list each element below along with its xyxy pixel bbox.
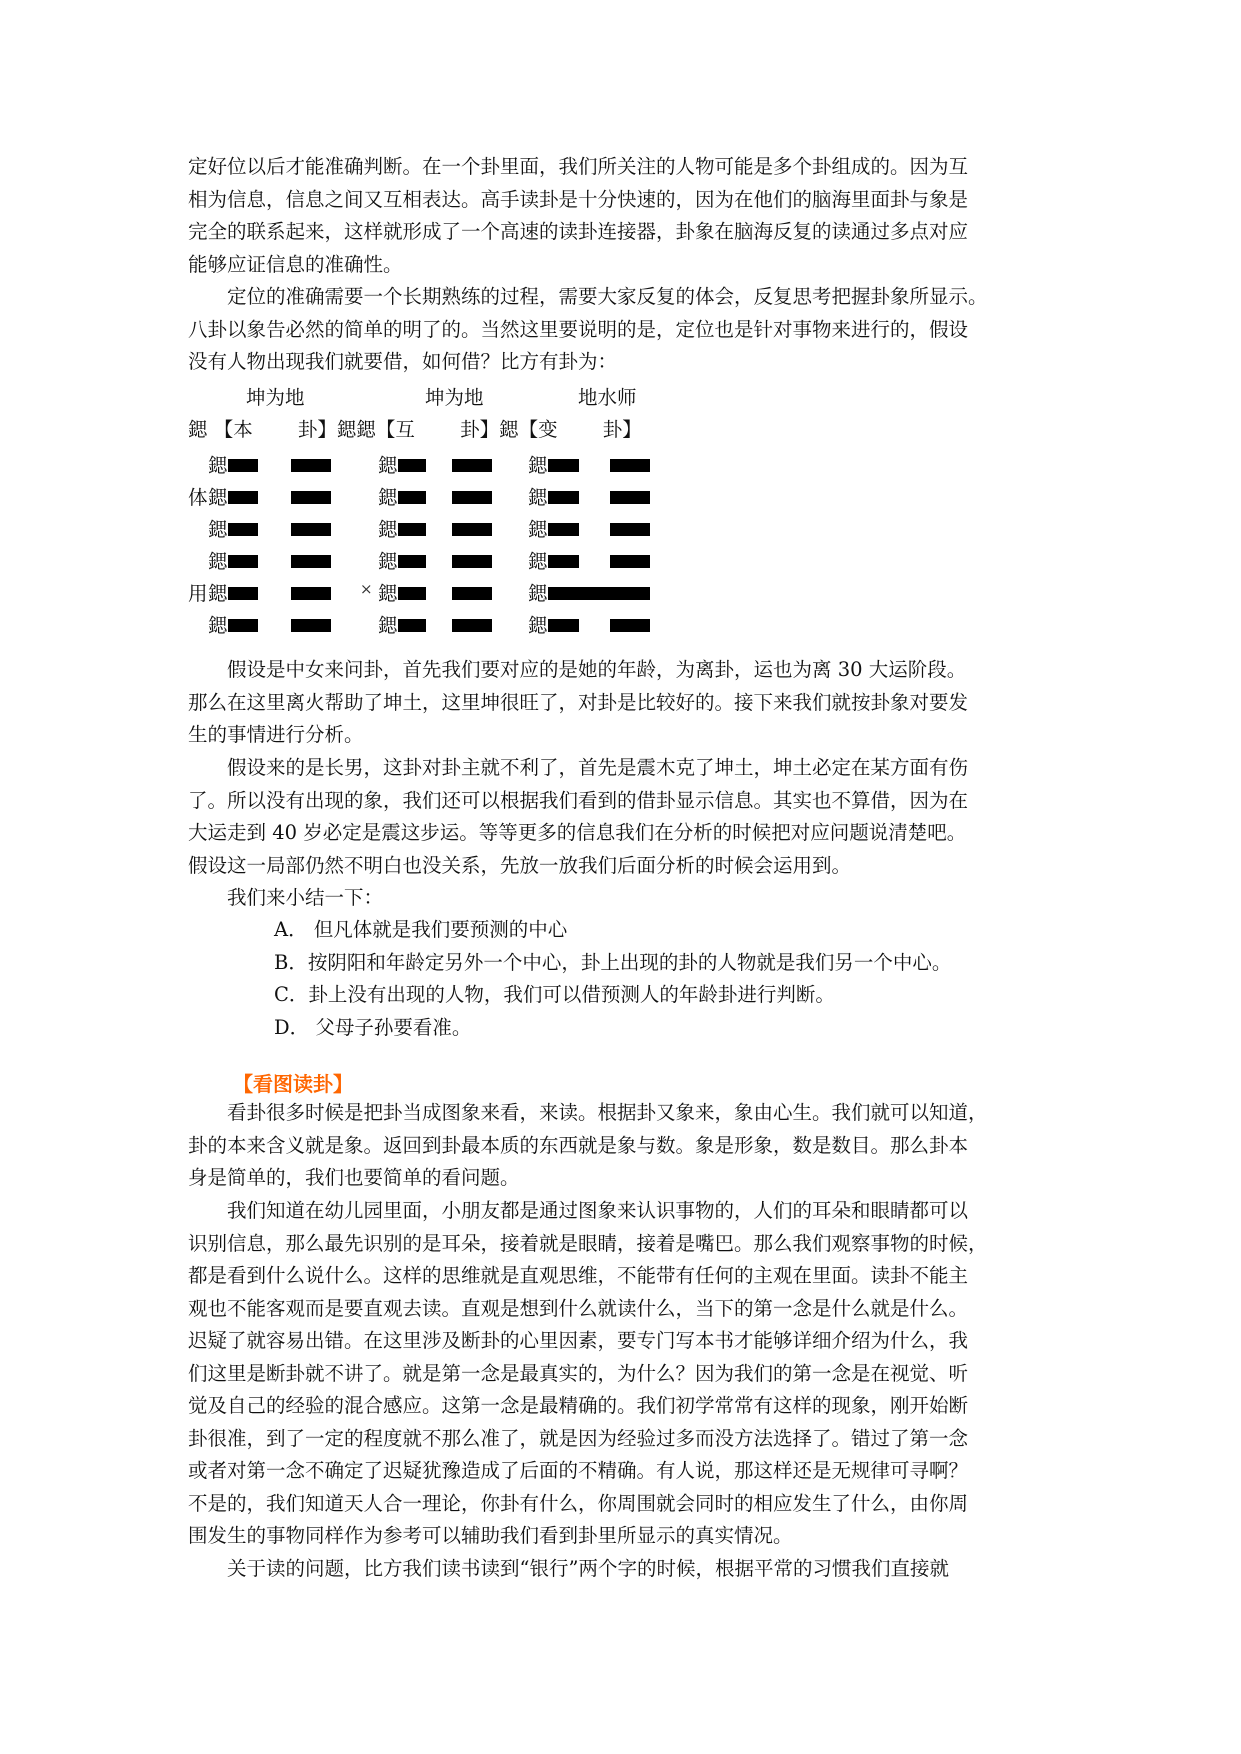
paragraph-2 (188, 281, 1058, 379)
yin-line-left (228, 523, 258, 536)
hexagram-glyph: 鍶 (528, 454, 548, 477)
paragraph-line: 完全的联系起来，这样就形成了一个高速的读卦连接器，卦象在脑海反复的读通过多点对应 (188, 220, 969, 243)
yin-line-right (452, 491, 492, 504)
hexagram-row (188, 574, 708, 606)
paragraph-4 (188, 752, 1058, 882)
paragraph-line: 没有人物出现我们就要借，如何借？比方有卦为： (188, 350, 618, 373)
yin-line-right (291, 523, 331, 536)
hexagram-row (188, 478, 708, 510)
hexagram-title-bian: 地水师 (578, 386, 637, 409)
yin-line-right (610, 459, 650, 472)
yin-line-left (228, 459, 258, 472)
paragraph-line: 八卦以象告必然的简单的明了的。当然这里要说明的是，定位也是针对事物来进行的，假设 (188, 317, 969, 341)
yin-line-right (610, 523, 650, 536)
list-item: C．卦上没有出现的人物，我们可以借预测人的年龄卦进行判断。 (274, 983, 835, 1006)
yin-line-left (228, 619, 258, 632)
yin-line-left (228, 587, 258, 600)
yin-line-right (291, 587, 331, 600)
section-heading: 【看图读卦】 (233, 1072, 353, 1096)
paragraph-7 (188, 1553, 1058, 1586)
paragraph-line: 卦的本来含义就是象。返回到卦最本质的东西就是象与数。象是形象，数是数目。那么卦本 (188, 1133, 969, 1157)
yin-line-right (452, 619, 492, 632)
yin-line-right (610, 491, 650, 504)
hexagram-glyph: 鍶 (208, 614, 228, 637)
hexagram-diagram (188, 382, 708, 642)
yin-line-left (548, 523, 579, 536)
hexagram-glyph: 鍶 (208, 454, 228, 477)
yin-line-right (291, 459, 331, 472)
paragraph-line: 定好位以后才能准确判断。在一个卦里面，我们所关注的人物可能是多个卦组成的。因为互 (188, 155, 969, 178)
yin-line-left (548, 619, 579, 632)
paragraph-line: 我们知道在幼儿园里面，小朋友都是通过图象来认识事物的，人们的耳朵和眼睛都可以 (227, 1199, 969, 1222)
hexagram-glyph: 鍶 (208, 518, 228, 541)
summary-list (274, 914, 1054, 1044)
yin-line-right (291, 491, 331, 504)
hexagram-glyph: 鍶 (378, 454, 398, 477)
hexagram-glyph: 鍶 (528, 582, 548, 605)
hexagram-glyph: 鍶 (528, 518, 548, 541)
hexagram-glyph: 鍶 (378, 550, 398, 573)
paragraph-line: 了。所以没有出现的象，我们还可以根据我们看到的借卦显示信息。其实也不算借，因为在 (188, 788, 969, 812)
yin-line-left (398, 459, 426, 472)
paragraph-line: 大运走到 40 岁必定是震这步运。等等更多的信息我们在分析的时候把对应问题说清楚吧。 (188, 821, 967, 844)
hexagram-title-hu: 坤为地 (425, 386, 484, 409)
paragraph-line: 都是看到什么说什么。这样的思维就是直观思维，不能带有任何的主观在里面。读卦不能主 (188, 1264, 969, 1287)
hexagram-glyph: 鍶 (528, 614, 548, 637)
yin-line-right (291, 555, 331, 568)
yin-line-left (398, 587, 426, 600)
paragraph-line: 识别信息，那么最先识别的是耳朵，接着就是眼睛，接着是嘴巴。那么我们观察事物的时候， (188, 1231, 988, 1255)
yin-line-right (610, 619, 650, 632)
paragraph-line: 假设来的是长男，这卦对卦主就不利了，首先是震木克了坤土，坤土必定在某方面有伤 (227, 756, 969, 779)
yin-line-left (398, 555, 426, 568)
paragraph-line: 围发生的事物同样作为参考可以辅助我们看到卦里所显示的真实情况。 (188, 1524, 793, 1547)
paragraph-line: 观也不能客观而是要直观去读。直观是想到什么就读什么，当下的第一念是什么就是什么。 (188, 1296, 969, 1320)
hexagram-header: 鍶 【本 卦】鍶鍶【互 卦】鍶【变 卦】 (188, 418, 642, 441)
hexagram-glyph: 鍶 (208, 582, 228, 605)
hexagram-row (188, 510, 708, 542)
yin-line-left (548, 555, 579, 568)
yin-line-right (452, 555, 492, 568)
paragraph-line: 生的事情进行分析。 (188, 723, 364, 746)
hexagram-glyph: 鍶 (528, 486, 548, 509)
yin-line-left (548, 459, 579, 472)
hexagram-row (188, 542, 708, 574)
hexagram-glyph: 鍶 (528, 550, 548, 573)
paragraph-line: 们这里是断卦就不讲了。就是第一念是最真实的，为什么？因为我们的第一念是在视觉、听 (188, 1361, 969, 1385)
paragraph-line: 相为信息，信息之间又互相表达。高手读卦是十分快速的，因为在他们的脑海里面卦与象是 (188, 187, 969, 211)
hexagram-glyph: 鍶 (378, 614, 398, 637)
paragraph-6 (188, 1195, 1058, 1553)
paragraph-line: 看卦很多时候是把卦当成图象来看，来读。根据卦又象来，象由心生。我们就可以知道， (227, 1101, 988, 1124)
paragraph-line: 身是简单的，我们也要简单的看问题。 (188, 1166, 520, 1189)
summary-intro-block (188, 882, 1058, 915)
moving-line-marker: × (360, 580, 373, 598)
list-item: D． 父母子孙要看准。 (274, 1015, 472, 1039)
hexagram-glyph: 鍶 (378, 582, 398, 605)
yin-line-left (398, 491, 426, 504)
yin-line-left (398, 523, 426, 536)
paragraph-line: 假设是中女来问卦，首先我们要对应的是她的年龄，为离卦，运也为离 30 大运阶段。 (227, 658, 967, 681)
yin-line-right (610, 555, 650, 568)
yin-line-right (452, 523, 492, 536)
yin-line-left (228, 491, 258, 504)
paragraph-line: 不是的，我们知道天人合一理论，你卦有什么，你周围就会同时的相应发生了什么，由你周 (188, 1491, 969, 1515)
paragraph-line: 卦很准，到了一定的程度就不那么准了，就是因为经验过多而没方法选择了。错过了第一念 (188, 1426, 969, 1450)
hexagram-row (188, 446, 708, 478)
hexagram-glyph: 鍶 (378, 486, 398, 509)
yang-line (548, 587, 650, 600)
paragraph-3 (188, 654, 1058, 752)
hexagram-glyph: 鍶 (208, 550, 228, 573)
paragraph-5 (188, 1097, 1058, 1195)
hexagram-glyph: 鍶 (378, 518, 398, 541)
paragraph-line: 能够应证信息的准确性。 (188, 252, 403, 276)
hexagram-glyph: 鍶 (208, 486, 228, 509)
yin-line-right (452, 459, 492, 472)
yin-line-left (228, 555, 258, 568)
paragraph-line: 觉及自己的经验的混合感应。这第一念是最精确的。我们初学常常有这样的现象，刚开始断 (188, 1394, 969, 1417)
list-item: A． 但凡体就是我们要预测的中心 (274, 918, 568, 941)
paragraph-line: 那么在这里离火帮助了坤土，这里坤很旺了，对卦是比较好的。接下来我们就按卦象对要发 (188, 690, 969, 714)
yin-line-left (548, 491, 579, 504)
row-label: 体 (188, 486, 208, 509)
hexagram-row (188, 606, 708, 638)
paragraph-line: 关于读的问题，比方我们读书读到“银行”两个字的时候，根据平常的习惯我们直接就 (227, 1557, 949, 1580)
yin-line-left (398, 619, 426, 632)
hexagram-title-ben: 坤为地 (246, 386, 305, 409)
yin-line-right (291, 619, 331, 632)
paragraph-line: 假设这一局部仍然不明白也没关系，先放一放我们后面分析的时候会运用到。 (188, 853, 852, 877)
paragraph-line: 或者对第一念不确定了迟疑犹豫造成了后面的不精确。有人说，那这样还是无规律可寻啊？ (188, 1459, 969, 1482)
paragraph-line: 迟疑了就容易出错。在这里涉及断卦的心里因素，要专门写本书才能够详细介绍为什么，我 (188, 1329, 969, 1352)
paragraph-1 (188, 151, 1058, 281)
list-item: B．按阴阳和年龄定另外一个中心，卦上出现的卦的人物就是我们另一个中心。 (274, 950, 952, 974)
row-label: 用 (188, 582, 208, 605)
yin-line-right (452, 587, 492, 600)
paragraph-line: 定位的准确需要一个长期熟练的过程，需要大家反复的体会，反复思考把握卦象所显示。 (227, 285, 988, 308)
summary-intro: 我们来小结一下： (227, 886, 384, 909)
